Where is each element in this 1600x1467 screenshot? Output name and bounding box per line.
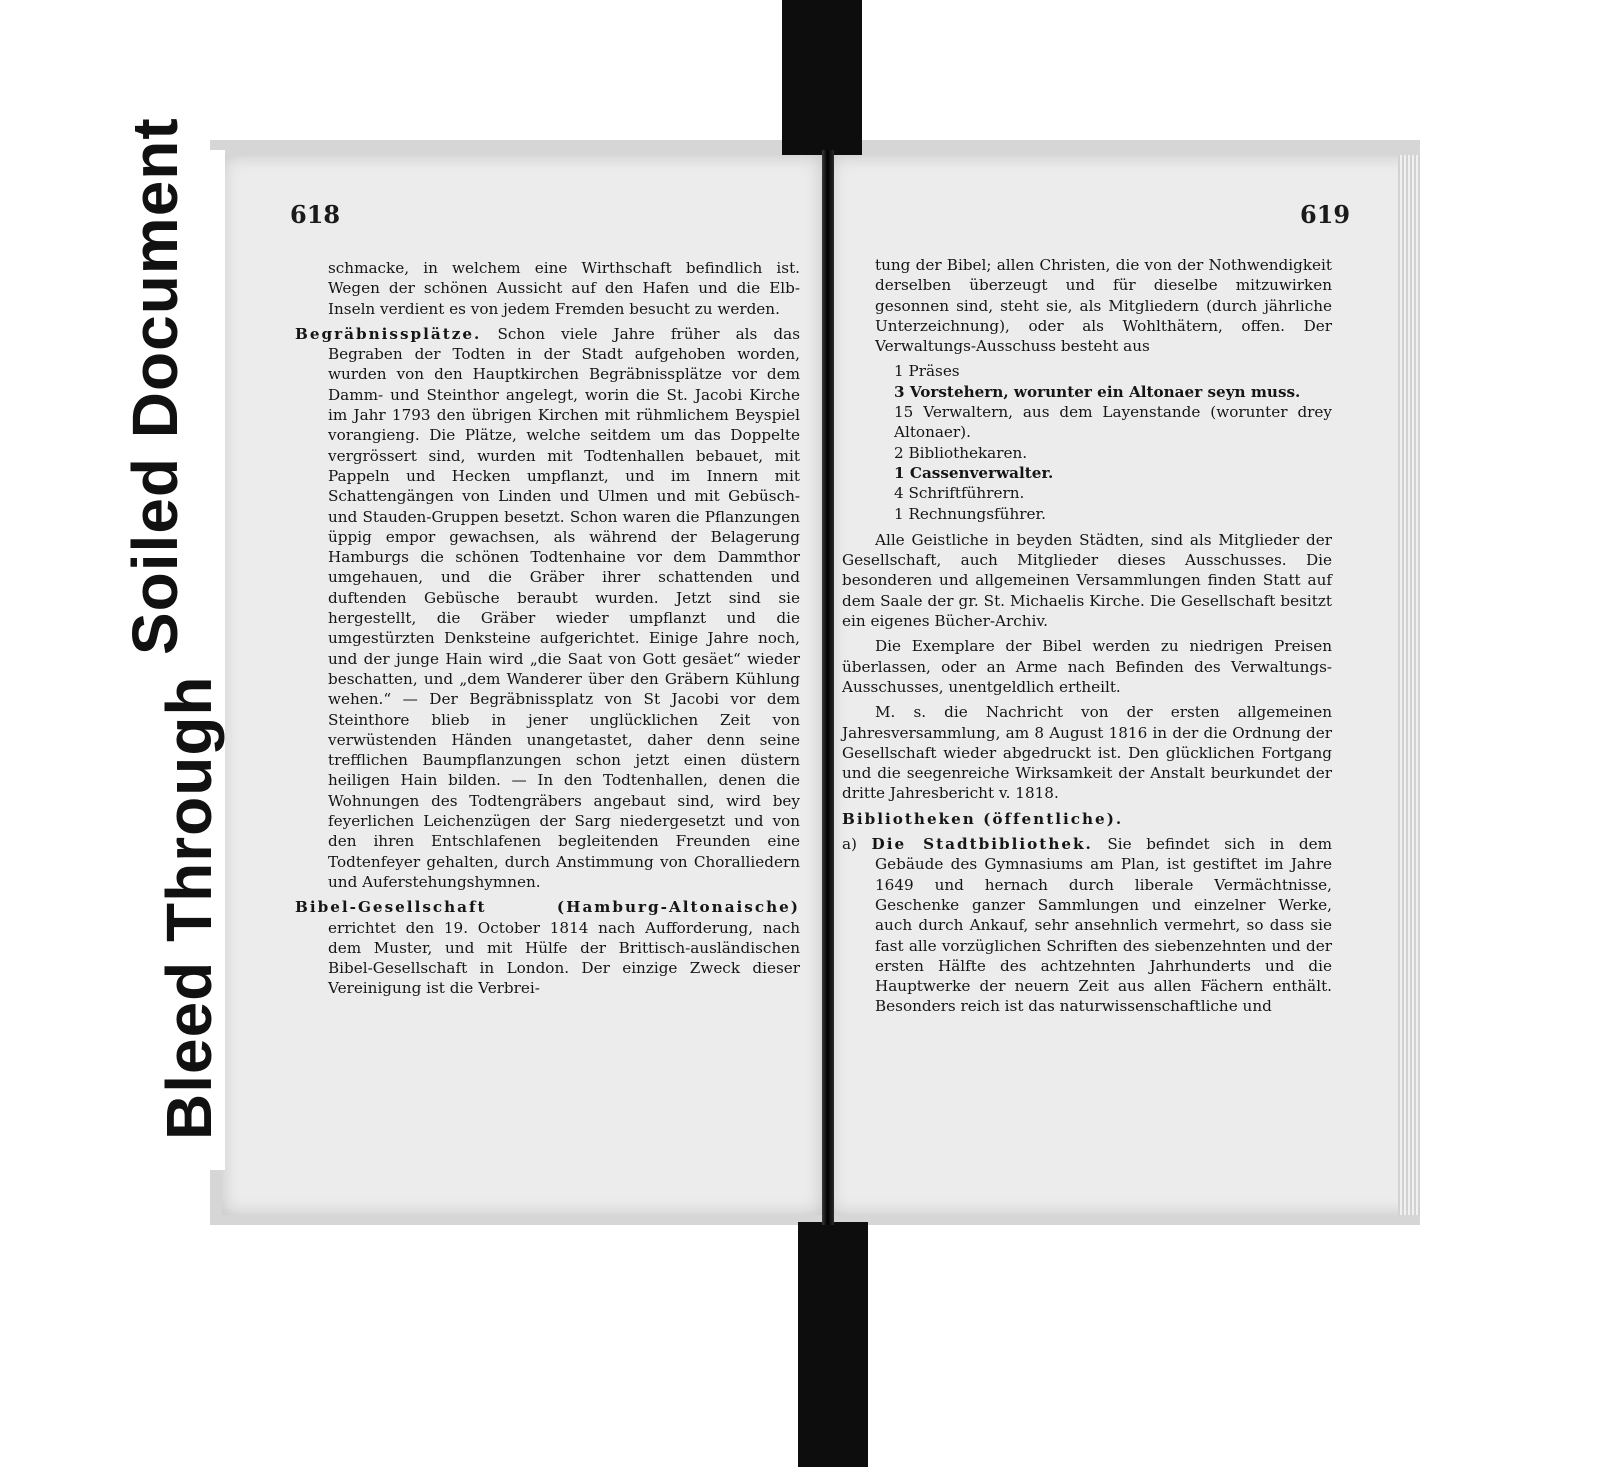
entry-label: a) (842, 835, 857, 854)
stamp-bleed-through: Bleed Through (153, 675, 225, 1140)
paragraph: Alle Geistliche in beyden Städten, sind als Mitglieder der Gesellschaft, auch Mitglieder dieses Ausschusses. Die besonderen und allgemeinen Versammlungen finden Statt auf dem Saale der gr. St. Michaelis Kirche. Die Gesellschaft besitzt ein eigenes Bücher-Archiv. (842, 530, 1332, 631)
list-item: 4 Schriftführern. (894, 484, 1025, 503)
stamp-soiled-document: Soiled Document (119, 117, 191, 655)
binding-shadow-top (782, 0, 862, 160)
page-number-left: 618 (290, 200, 341, 229)
entry-stadtbibliothek (842, 834, 1332, 1017)
paragraph-continuation: tung der Bibel; allen Christen, die von der Nothwendigkeit derselben überzeugt und für dieselbe mitzuwirken gesonnen sind, steht sie, als Mitgliedern (durch jährliche Unterzeichnung), oder als Wohlthätern, offen. Der Verwaltungs-Ausschuss besteht aus (875, 256, 1332, 356)
right-page-text (842, 255, 1332, 1022)
binding-shadow-bottom (798, 1222, 868, 1467)
paragraph: M. s. die Nachricht von der ersten allgemeinen Jahresversammlung, am 8 August 1816 in der die Ordnung der Gesellschaft wieder abgedruckt ist. Den glücklichen Fortgang und die seegenreiche Wirksamkeit der Anstalt beurkundet der dritte Jahresbericht v. 1818. (842, 703, 1332, 803)
entry-heading: Bibliotheken (öffentliche). (842, 809, 1124, 828)
entry-heading: Die Stadtbibliothek. (871, 835, 1093, 854)
entry-bibliotheken (842, 809, 1332, 829)
list-item: 1 Rechnungsführer. (894, 504, 1046, 523)
entry-heading: Bibel-Gesellschaft (Hamburg-Altonaische) (295, 898, 800, 917)
entry-heading: Begräbnissplätze. (295, 324, 482, 343)
paragraph: Die Exemplare der Bibel werden zu niedrigen Preisen überlassen, oder an Arme nach Befinden des Verwaltungs-Ausschusses, unentgeldlich ertheilt. (842, 637, 1332, 696)
page-number-right: 619 (1300, 200, 1351, 229)
entry-text: errichtet den 19. October 1814 nach Aufforderung, nach dem Muster, und mit Hülfe der Brittisch-ausländischen Bibel-Gesellschaft in London. Der einzige Zweck dieser Vereinigung ist die Verbrei- (328, 918, 800, 998)
list-item: 3 Vorstehern, worunter ein Altonaer seyn muss. (894, 382, 1301, 401)
entry-bibel-gesellschaft (295, 897, 800, 998)
paragraph-continuation: schmacke, in welchem eine Wirthschaft befindlich ist. Wegen der schönen Aussicht auf den Hafen und die Elb-Inseln verdient es von jedem Fremden besucht zu werden. (328, 259, 800, 318)
book-gutter (822, 150, 834, 1225)
list-item: 1 Präses (894, 362, 960, 381)
list-item: 1 Cassenverwalter. (894, 463, 1054, 482)
committee-list (894, 361, 1332, 523)
entry-text: Schon viele Jahre früher als das Begraben der Todten in der Stadt aufgehoben worden, wurden von den Hauptkirchen Begräbnissplätze vor dem Damm- und Steinthor angelegt, worin die St. Jacobi Kirche im Jahr 1793 den übrigen Kirchen mit rühmlichem Beyspiel vorangieng. Die Plätze, welche seitdem um das Doppelte vergrössert sind, wurden mit Todtenhallen bebauet, mit Pappeln und Hecken umpflanzt, und im Innern mit Schattengängen von Linden und Ulmen und mit Gebüsch- und Stauden-Gruppen besetzt. Schon waren die Pflanzungen üppig empor gewachsen, als während der Belagerung Hamburgs die schönen Todtenhaine vor dem Dammthor umgehauen, und die Gräber ihrer schattenden und duftenden Gebüsche beraubt wurden. Jetzt sind sie hergestellt, die Gräber wieder umpflanzt und die umgestürzten Denksteine aufgerichtet. Einige Jahre noch, und der junge Hain wird „die Saat von Gott gesäet“ wieder beschatten, und „dem Wanderer über den Gräbern Kühlung wehen.“ — Der Begräbnissplatz von St Jacobi vor dem Steinthore blieb in jener unglücklichen Zeit von verwüstenden Händen unangetastet, daher denn seine trefflichen Baumpflanzungen schon jetzt einen düstern heiligen Hain bilden. — In den Todtenhallen, denen die Wohnungen des Todtengräbers angebaut sind, wird bey feyerlichen Leichenzügen der Sarg niedergesetzt und von den ihren Entschlafenen begleitenden Freunden eine Todtenfeyer gehalten, durch Anstimmung von Choralliedern und Auferstehungshymnen. (328, 324, 800, 891)
entry-begraebnissplaetze (295, 324, 800, 892)
list-item: 2 Bibliothekaren. (894, 443, 1028, 462)
left-page-text (295, 258, 800, 1004)
entry-text: Sie befindet sich in dem Gebäude des Gymnasiums am Plan, ist gestiftet im Jahre 1649 und hernach durch liberale Vermächtnisse, Geschenke ganzer Sammlungen und einzelner Werke, auch durch Ankauf, sehr ansehnlich vermehrt, so dass sie fast alle vorzüglichen Schriften des siebenzehnten und der ersten Hälfte des achtzehnten Jahrhunderts und die Hauptwerke der neuern Zeit aus allen Fächern enthält. Besonders reich ist das naturwissenschaftliche und (875, 835, 1333, 1016)
list-item: 15 Verwaltern, aus dem Layenstande (worunter drey Altonaer). (894, 403, 1332, 442)
